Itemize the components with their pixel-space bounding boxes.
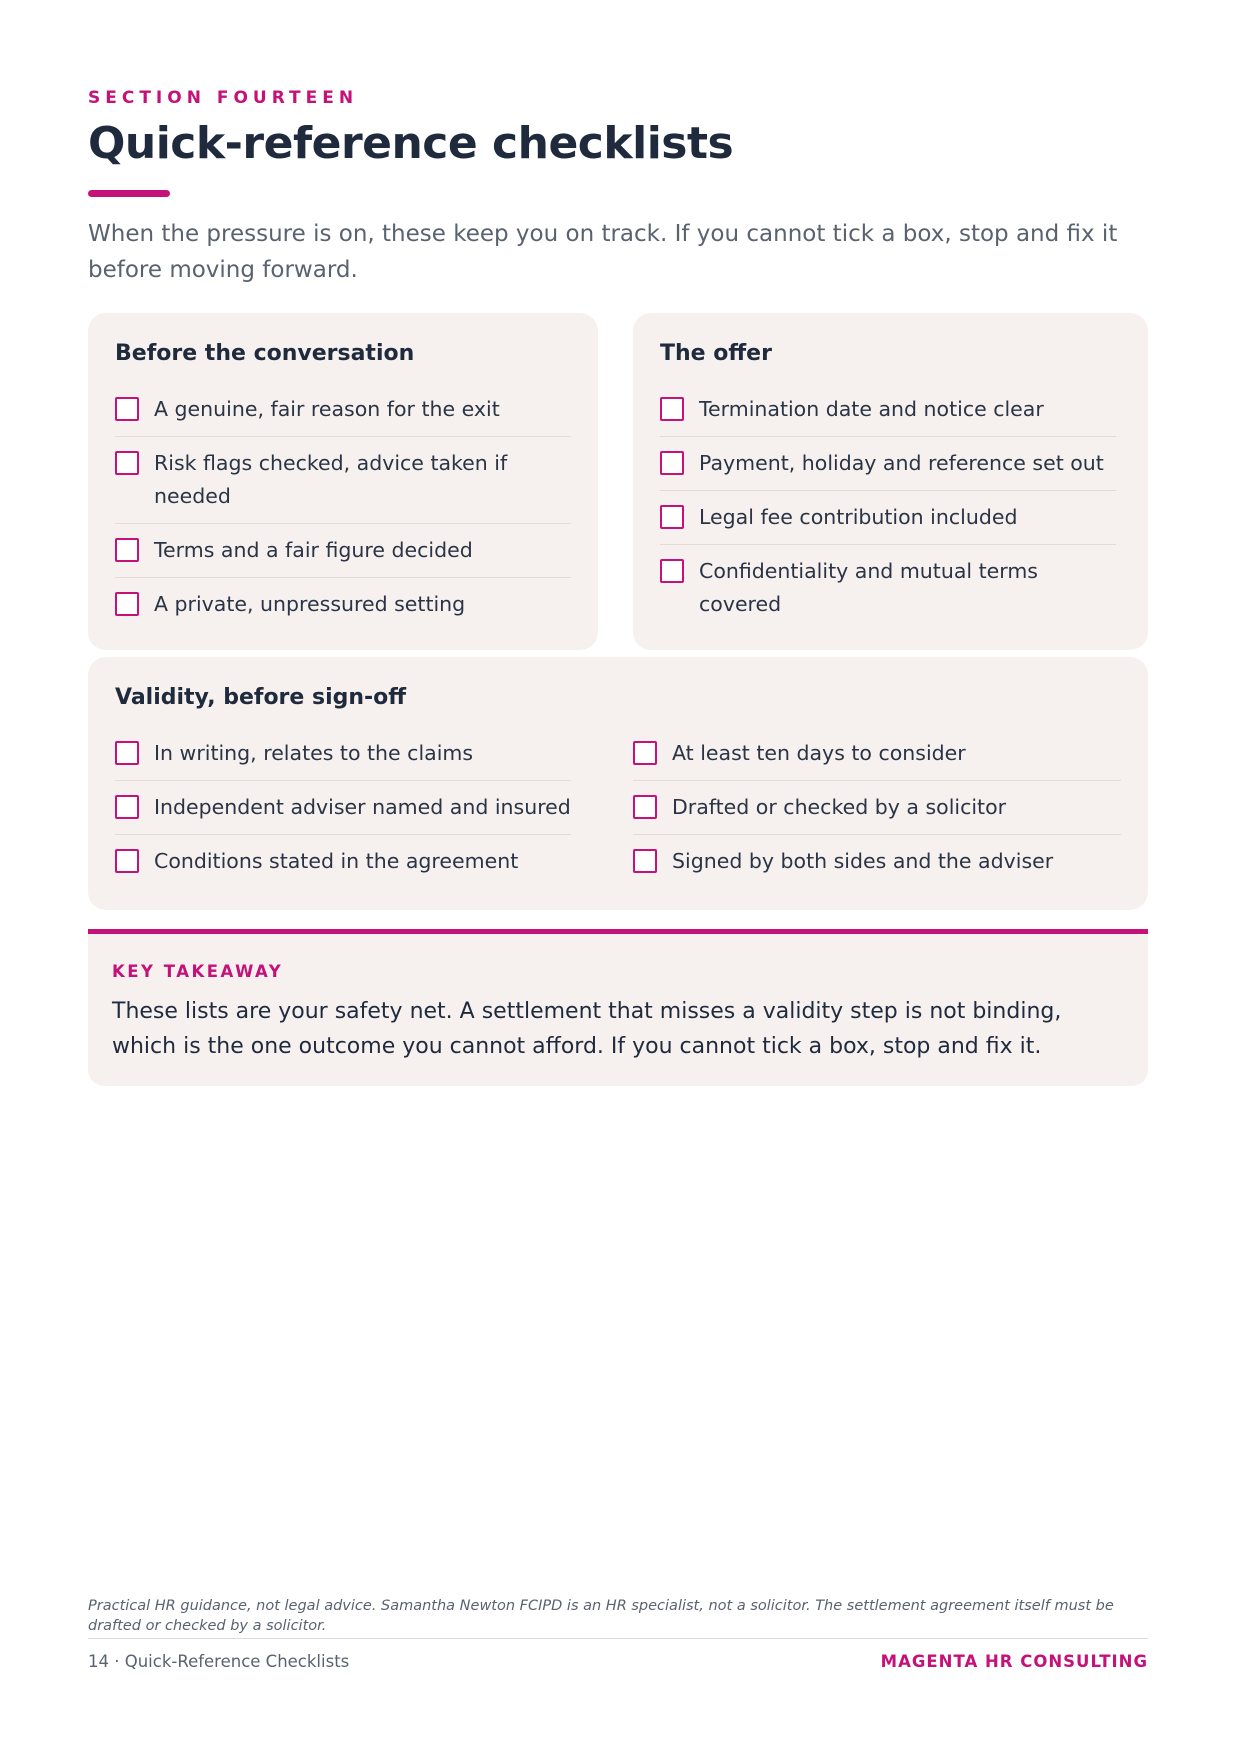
checklist-item: [115, 383, 571, 437]
checklist-right: [633, 727, 1121, 888]
page-footer-label: 14 · Quick-Reference Checklists: [88, 1652, 350, 1671]
footer-divider: [88, 1638, 1148, 1639]
checklist-item: [115, 835, 571, 888]
checklist-item: [633, 727, 1121, 781]
page-title: Quick-reference checklists: [88, 118, 734, 169]
checkbox[interactable]: [115, 592, 139, 616]
checklist: [660, 383, 1116, 631]
checklist-item-label: Payment, holiday and reference set out: [699, 451, 1104, 475]
checkbox[interactable]: [660, 505, 684, 529]
offer-card: [633, 313, 1148, 650]
checklist-item: [660, 545, 1116, 631]
checkbox[interactable]: [633, 795, 657, 819]
checkbox[interactable]: [115, 795, 139, 819]
checklist-item-label: A genuine, fair reason for the exit: [154, 397, 500, 421]
checkbox[interactable]: [660, 559, 684, 583]
card-title: Validity, before sign-off: [115, 685, 407, 710]
section-eyebrow: SECTION FOURTEEN: [88, 88, 359, 108]
checkbox[interactable]: [115, 397, 139, 421]
title-underline: [88, 190, 170, 197]
checkbox[interactable]: [115, 741, 139, 765]
checklist: [115, 383, 571, 631]
checklist-item-label: Drafted or checked by a solicitor: [672, 795, 1007, 819]
checklist-item: [660, 383, 1116, 437]
checklist-item-label: Termination date and notice clear: [699, 397, 1044, 421]
checklist-item-label: Terms and a fair figure decided: [154, 538, 473, 562]
checklist-item-label: A private, unpressured setting: [154, 592, 466, 616]
checklist-item: [633, 835, 1121, 888]
before-conversation-card: [88, 313, 598, 650]
checkbox[interactable]: [660, 397, 684, 421]
checklist-item: [115, 578, 571, 631]
checklist-left: [115, 727, 571, 888]
validity-card: [88, 657, 1148, 910]
checklist-item-label: Conditions stated in the agreement: [154, 849, 519, 873]
checkbox[interactable]: [115, 849, 139, 873]
checklist-item-label: In writing, relates to the claims: [154, 741, 474, 765]
checklist-item-label: Legal fee contribution included: [699, 505, 1018, 529]
card-title: Before the conversation: [115, 341, 415, 366]
checklist-item: [115, 781, 571, 835]
checklist-item: [115, 727, 571, 781]
takeaway-text: These lists are your safety net. A settlement that misses a validity step is not binding, which is the one outcome you cannot afford. If you cannot tick a box, stop and fix it.: [112, 999, 1062, 1059]
intro-paragraph: When the pressure is on, these keep you on track. If you cannot tick a box, stop and fix it before moving forward.: [88, 221, 1118, 283]
checkbox[interactable]: [660, 451, 684, 475]
legal-disclaimer: Practical HR guidance, not legal advice. Samantha Newton FCIPD is an HR specialist, not a solicitor. The settlement agreement itself must be drafted or checked by a solicitor.: [88, 1598, 1114, 1634]
checklist-item-label: Signed by both sides and the adviser: [672, 849, 1054, 873]
checkbox[interactable]: [633, 741, 657, 765]
checkbox[interactable]: [115, 451, 139, 475]
checklist-item-label: Confidentiality and mutual terms covered: [699, 559, 1038, 616]
key-takeaway-panel: [88, 929, 1148, 1086]
checklist-item-label: Independent adviser named and insured: [154, 795, 571, 819]
checklist-item: [633, 781, 1121, 835]
checklist-item: [660, 491, 1116, 545]
brand-name: MAGENTA HR CONSULTING: [880, 1652, 1148, 1671]
checklist-item: [660, 437, 1116, 491]
checklist-item-label: At least ten days to consider: [672, 741, 966, 765]
checklist-item: [115, 437, 571, 524]
takeaway-label: KEY TAKEAWAY: [112, 962, 284, 981]
checklist-item-label: Risk flags checked, advice taken if needed: [154, 451, 508, 508]
checkbox[interactable]: [633, 849, 657, 873]
card-title: The offer: [660, 341, 772, 366]
checklist-item: [115, 524, 571, 578]
checkbox[interactable]: [115, 538, 139, 562]
